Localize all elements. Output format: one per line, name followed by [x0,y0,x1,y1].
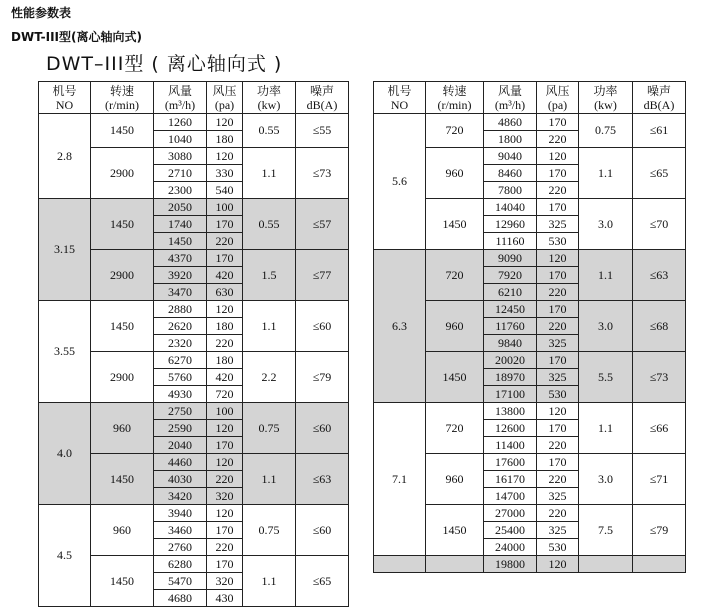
column-header-unit: (kw) [257,97,281,112]
pressure-cell: 170 [537,267,579,284]
pressure-cell: 220 [207,335,243,352]
airflow-cell: 25400 [484,522,537,539]
noise-cell: ≤73 [296,148,349,199]
noise-cell: ≤65 [633,148,686,199]
column-header-label: 风量 [167,83,192,98]
speed-cell: 1450 [91,556,154,607]
power-cell: 1.1 [243,454,296,505]
pressure-cell: 420 [207,267,243,284]
table-row [374,403,686,420]
airflow-cell: 7920 [484,267,537,284]
power-cell: 7.5 [579,505,633,556]
column-header-label: 功率 [593,83,618,98]
speed-cell: 2900 [91,352,154,403]
speed-cell: 960 [91,505,154,556]
column-header-unit: dB(A) [306,97,338,112]
noise-cell: ≤63 [633,250,686,301]
airflow-cell: 6270 [154,352,207,369]
table-row [39,403,349,420]
column-header-label: 机号 [52,83,77,98]
airflow-cell: 11160 [484,233,537,250]
airflow-cell: 1450 [154,233,207,250]
airflow-cell: 2710 [154,165,207,182]
spec-table-right [373,81,686,573]
page-subheading: DWT-III型(离心轴向式) [11,30,142,44]
power-cell: 1.1 [579,403,633,454]
speed-cell: 1450 [426,199,484,250]
pressure-cell: 220 [537,131,579,148]
airflow-cell: 7800 [484,182,537,199]
header-row [39,82,349,114]
pressure-cell: 120 [207,420,243,437]
table-row [39,301,349,318]
power-cell: 1.1 [579,148,633,199]
pressure-cell: 720 [207,386,243,403]
airflow-cell: 2760 [154,539,207,556]
pressure-cell: 170 [537,165,579,182]
airflow-cell: 14040 [484,199,537,216]
pressure-cell: 220 [207,471,243,488]
pressure-cell: 100 [207,199,243,216]
airflow-cell: 20020 [484,352,537,369]
table-row [39,505,349,522]
pressure-cell: 220 [207,233,243,250]
airflow-cell: 8460 [484,165,537,182]
noise-cell: ≤70 [633,199,686,250]
pressure-cell: 120 [207,114,243,131]
power-cell [579,556,633,573]
column-header-unit: (r/min) [105,97,139,112]
column-header-label: 机号 [387,83,412,98]
noise-cell: ≤79 [633,505,686,556]
model-number-cell: 5.6 [374,114,426,250]
column-header [633,82,686,114]
pressure-cell: 220 [537,437,579,454]
table-row [39,199,349,216]
column-header-unit: (pa) [214,97,235,112]
pressure-cell: 325 [537,522,579,539]
noise-cell: ≤63 [296,454,349,505]
noise-cell: ≤57 [296,199,349,250]
airflow-cell: 11760 [484,318,537,335]
speed-cell: 1450 [91,301,154,352]
power-cell: 1.1 [243,556,296,607]
model-number-cell: 4.0 [39,403,91,505]
pressure-cell: 170 [537,199,579,216]
airflow-cell: 4370 [154,250,207,267]
column-header-label: 功率 [256,83,281,98]
pressure-cell: 220 [537,318,579,335]
page-heading: 性能参数表 [11,6,72,20]
column-header-unit: NO [55,97,74,112]
model-number-cell: 4.5 [39,505,91,607]
column-header [484,82,537,114]
airflow-cell: 1040 [154,131,207,148]
airflow-cell: 18970 [484,369,537,386]
pressure-cell: 180 [207,131,243,148]
model-number-cell: 6.3 [374,250,426,403]
pressure-cell: 430 [207,590,243,607]
airflow-cell: 11400 [484,437,537,454]
column-header-label: 转速 [109,83,134,98]
column-header [39,82,91,114]
column-header-unit: (r/min) [437,97,472,112]
column-header-label: 风压 [212,83,237,98]
airflow-cell: 4860 [484,114,537,131]
model-number-cell [374,556,426,573]
power-cell: 3.0 [579,199,633,250]
pressure-cell: 530 [537,539,579,556]
pressure-cell: 180 [207,352,243,369]
column-header-label: 转速 [442,83,467,98]
pressure-cell: 630 [207,284,243,301]
column-header-label: 风压 [545,83,570,98]
noise-cell: ≤55 [296,114,349,148]
speed-cell: 720 [426,114,484,148]
pressure-cell: 170 [207,437,243,454]
power-cell: 1.1 [579,250,633,301]
speed-cell: 1450 [91,199,154,250]
pressure-cell: 420 [207,369,243,386]
airflow-cell: 5470 [154,573,207,590]
pressure-cell: 170 [207,216,243,233]
column-header [243,82,296,114]
airflow-cell: 4680 [154,590,207,607]
airflow-cell: 17100 [484,386,537,403]
table-row [374,114,686,131]
pressure-cell: 170 [537,114,579,131]
pressure-cell: 120 [537,556,579,573]
airflow-cell: 4930 [154,386,207,403]
pressure-cell: 170 [537,352,579,369]
airflow-cell: 9040 [484,148,537,165]
column-header [91,82,154,114]
noise-cell: ≤77 [296,250,349,301]
airflow-cell: 9090 [484,250,537,267]
pressure-cell: 120 [207,148,243,165]
airflow-cell: 1800 [484,131,537,148]
speed-cell: 960 [426,301,484,352]
table-row [39,114,349,131]
column-header-unit: (kw) [594,97,617,112]
header-row [374,82,686,114]
pressure-cell: 170 [207,556,243,573]
airflow-cell: 6280 [154,556,207,573]
pressure-cell: 170 [537,454,579,471]
noise-cell [633,556,686,573]
pressure-cell: 120 [537,250,579,267]
power-cell: 1.1 [243,301,296,352]
speed-cell: 2900 [91,250,154,301]
power-cell: 0.55 [243,114,296,148]
speed-cell: 960 [426,148,484,199]
speed-cell: 1450 [91,454,154,505]
airflow-cell: 3080 [154,148,207,165]
pressure-cell: 530 [537,386,579,403]
airflow-cell: 4030 [154,471,207,488]
airflow-cell: 12600 [484,420,537,437]
airflow-cell: 2050 [154,199,207,216]
airflow-cell: 3920 [154,267,207,284]
airflow-cell: 2620 [154,318,207,335]
speed-cell: 1450 [426,505,484,556]
column-header-label: 噪声 [646,83,671,98]
noise-cell: ≤73 [633,352,686,403]
pressure-cell: 170 [207,250,243,267]
pressure-cell: 220 [207,539,243,556]
pressure-cell: 320 [207,573,243,590]
speed-cell: 720 [426,403,484,454]
airflow-cell: 13800 [484,403,537,420]
noise-cell: ≤60 [296,301,349,352]
airflow-cell: 3420 [154,488,207,505]
noise-cell: ≤66 [633,403,686,454]
model-number-cell: 3.55 [39,301,91,403]
pressure-cell: 170 [537,420,579,437]
airflow-cell: 6210 [484,284,537,301]
airflow-cell: 24000 [484,539,537,556]
pressure-cell: 530 [537,233,579,250]
pressure-cell: 325 [537,335,579,352]
column-header-unit: (pa) [547,97,568,112]
pressure-cell: 220 [537,284,579,301]
table-title: DWT–III型 ( 离心轴向式 ) [46,53,283,75]
airflow-cell: 3470 [154,284,207,301]
airflow-cell: 5760 [154,369,207,386]
pressure-cell: 120 [537,403,579,420]
airflow-cell: 1740 [154,216,207,233]
power-cell: 1.1 [243,148,296,199]
pressure-cell: 120 [207,454,243,471]
noise-cell: ≤71 [633,454,686,505]
airflow-cell: 1260 [154,114,207,131]
column-header [154,82,207,114]
speed-cell: 1450 [426,352,484,403]
pressure-cell: 170 [207,522,243,539]
column-header-label: 噪声 [309,83,334,98]
speed-cell: 1450 [91,114,154,148]
noise-cell: ≤60 [296,505,349,556]
pressure-cell: 220 [537,505,579,522]
power-cell: 5.5 [579,352,633,403]
airflow-cell: 17600 [484,454,537,471]
airflow-cell: 2040 [154,437,207,454]
column-header [296,82,349,114]
pressure-cell: 540 [207,182,243,199]
speed-cell: 960 [426,454,484,505]
pressure-cell: 100 [207,403,243,420]
airflow-cell: 16170 [484,471,537,488]
column-header-unit: dB(A) [643,97,675,112]
noise-cell: ≤61 [633,114,686,148]
power-cell: 0.75 [579,114,633,148]
pressure-cell: 320 [207,488,243,505]
column-header [579,82,633,114]
pressure-cell: 170 [537,301,579,318]
speed-cell: 960 [91,403,154,454]
column-header [537,82,579,114]
power-cell: 1.5 [243,250,296,301]
spec-table-left [38,81,349,607]
airflow-cell: 27000 [484,505,537,522]
table-row [374,250,686,267]
column-header [374,82,426,114]
airflow-cell: 2320 [154,335,207,352]
speed-cell [426,556,484,573]
column-header-unit: NO [390,97,409,112]
noise-cell: ≤79 [296,352,349,403]
airflow-cell: 19800 [484,556,537,573]
airflow-cell: 3940 [154,505,207,522]
pressure-cell: 325 [537,216,579,233]
airflow-cell: 14700 [484,488,537,505]
column-header-unit: (m³/h) [494,97,526,112]
airflow-cell: 12450 [484,301,537,318]
power-cell: 0.55 [243,199,296,250]
model-number-cell: 3.15 [39,199,91,301]
power-cell: 2.2 [243,352,296,403]
pressure-cell: 120 [537,148,579,165]
model-number-cell: 2.8 [39,114,91,199]
airflow-cell: 4460 [154,454,207,471]
column-header [207,82,243,114]
pressure-cell: 325 [537,488,579,505]
table-row [374,556,686,573]
airflow-cell: 2750 [154,403,207,420]
airflow-cell: 2590 [154,420,207,437]
model-number-cell: 7.1 [374,403,426,556]
column-header-unit: (m³/h) [164,97,196,112]
airflow-cell: 2880 [154,301,207,318]
pressure-cell: 325 [537,369,579,386]
speed-cell: 2900 [91,148,154,199]
power-cell: 0.75 [243,403,296,454]
noise-cell: ≤68 [633,301,686,352]
airflow-cell: 2300 [154,182,207,199]
power-cell: 3.0 [579,301,633,352]
column-header-label: 风量 [497,83,522,98]
pressure-cell: 220 [537,471,579,488]
airflow-cell: 9840 [484,335,537,352]
airflow-cell: 12960 [484,216,537,233]
pressure-cell: 220 [537,182,579,199]
airflow-cell: 3460 [154,522,207,539]
power-cell: 0.75 [243,505,296,556]
pressure-cell: 180 [207,318,243,335]
pressure-cell: 330 [207,165,243,182]
column-header [426,82,484,114]
speed-cell: 720 [426,250,484,301]
power-cell: 3.0 [579,454,633,505]
noise-cell: ≤65 [296,556,349,607]
pressure-cell: 120 [207,301,243,318]
noise-cell: ≤60 [296,403,349,454]
pressure-cell: 120 [207,505,243,522]
